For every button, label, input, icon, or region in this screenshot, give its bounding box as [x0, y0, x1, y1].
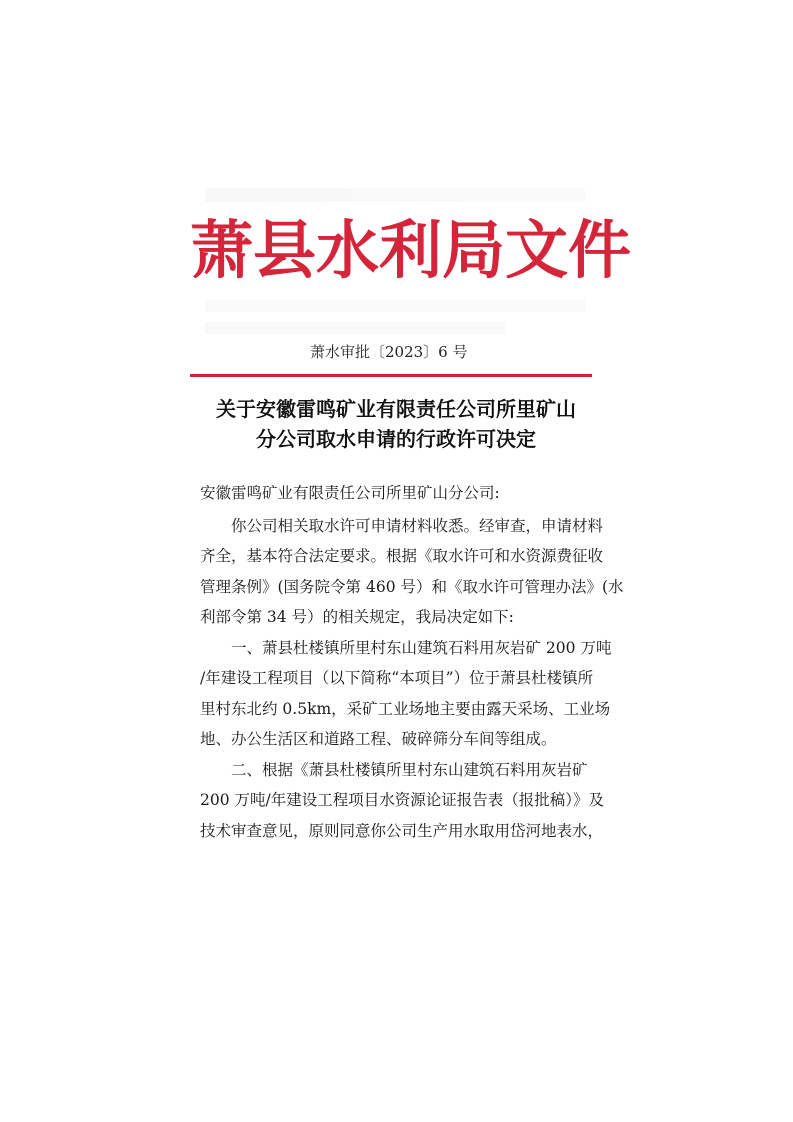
- title-line: 分公司取水申请的行政许可决定: [256, 427, 536, 451]
- body-line: 二、根据《萧县杜楼镇所里村东山建筑石料用灰岩矿: [231, 760, 588, 779]
- title-line: 关于安徽雷鸣矿业有限责任公司所里矿山: [216, 397, 576, 421]
- document-body: [200, 478, 624, 846]
- body-line: 地、办公生活区和道路工程、破碎筛分车间等组成。: [200, 730, 557, 748]
- body-line: 技术审查意见，原则同意你公司生产用水取用岱河地表水，: [200, 821, 604, 840]
- addressee: 安徽雷鸣矿业有限责任公司所里矿山分公司:: [200, 484, 500, 502]
- body-line: /年建设工程项目（以下简称“本项目”）位于萧县杜楼镇所: [200, 669, 594, 687]
- body-line: 你公司相关取水许可申请材料收悉。经审查，申请材料: [231, 516, 604, 535]
- body-line: 齐全，基本符合法定要求。根据《取水许可和水资源费征收: [200, 547, 604, 565]
- document-title: [196, 394, 596, 454]
- body-line: 利部令第 34 号）的相关规定，我局决定如下:: [200, 608, 514, 626]
- header-divider: [190, 374, 592, 377]
- body-line: 管理条例》(国务院令第 460 号）和《取水许可管理办法》(水: [200, 577, 624, 596]
- bleed-through-mark: [205, 188, 585, 202]
- body-line: 里村东北约 0.5km，采矿工业场地主要由露天采场、工业场: [200, 699, 611, 718]
- document-header-title: 萧县水利局文件: [190, 213, 631, 287]
- bleed-through-mark: [205, 300, 585, 312]
- bleed-through-mark: [205, 322, 505, 334]
- body-line: 200 万吨/年建设工程项目水资源论证报告表（报批稿）》及: [200, 791, 604, 809]
- document-number: 萧水审批〔2023〕6 号: [310, 343, 468, 361]
- body-line: 一、萧县杜楼镇所里村东山建筑石料用灰岩矿 200 万吨: [231, 638, 612, 657]
